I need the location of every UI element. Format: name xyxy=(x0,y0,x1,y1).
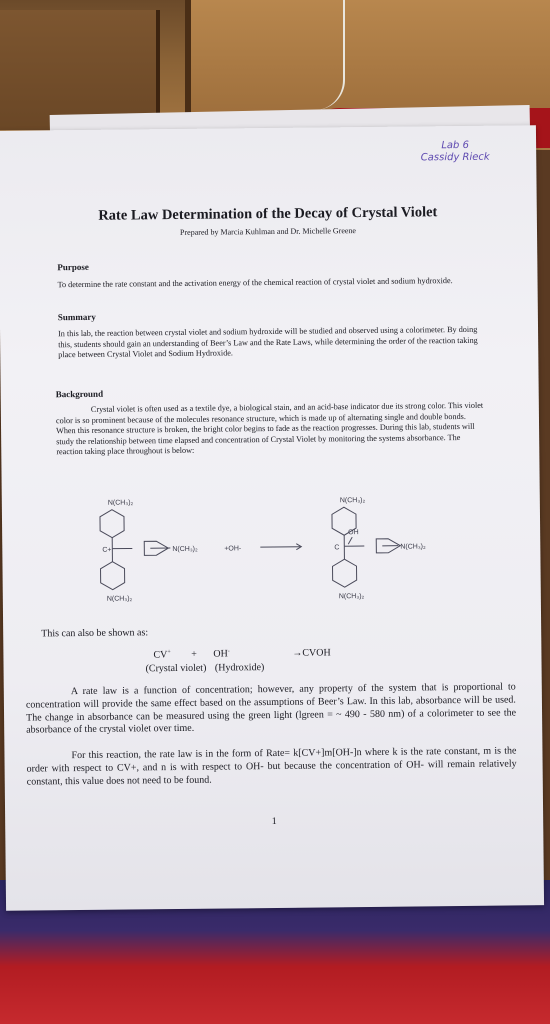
handwritten-lab: Lab 6 xyxy=(441,139,469,152)
label-bottom-right: N(CH₃)₂ xyxy=(338,593,365,601)
summary-heading: Summary xyxy=(57,311,96,323)
eq-label-cv: (Crystal violet) xyxy=(145,662,207,675)
label-top-right: N(CH₃)₂ xyxy=(339,497,366,505)
eq-cv: CV xyxy=(153,649,168,661)
background-heading: Background xyxy=(55,388,104,400)
handwritten-name: Cassidy Rieck xyxy=(420,151,490,164)
label-reagent: +OH- xyxy=(224,545,242,553)
handwritten-note xyxy=(400,139,510,164)
eq-plus: + xyxy=(191,649,197,661)
document-subtitle: Prepared by Marcia Kuhlman and Dr. Michelle Greene xyxy=(179,226,357,237)
reaction-scheme xyxy=(72,488,503,607)
paragraph-rate-form: For this reaction, the rate law is in the form of Rate= k[CV+]m[OH-]n where k is the rate constant, m is the order with respect to CV+, and n is with respect to OH- but because the concentration of OH- will remain relatively constant, this value does not need to be found. xyxy=(26,745,517,788)
purpose-heading: Purpose xyxy=(57,261,89,273)
document-page xyxy=(0,125,544,911)
equation-line: CV+ + OH- →CVOH xyxy=(153,647,331,661)
label-center-c: C+ xyxy=(102,546,112,554)
white-cord xyxy=(305,0,345,110)
equation-labels xyxy=(146,662,265,674)
label-bottom-left: N(CH₃)₂ xyxy=(106,595,133,603)
label-mid-right: N(CH₃)₂ xyxy=(400,543,426,551)
purpose-text: To determine the rate constant and the activation energy of the chemical reaction of crystal violet and sodium hydroxide. xyxy=(57,276,453,290)
summary-text: In this lab, the reaction between crystal violet and sodium hydroxide will be studied and observed using a colorimeter. By doing this, students should gain an understanding of Beer’s Law and the Rate Laws, while determining the order of the reaction taking place between Crystal Violet and Sodium Hydroxide. xyxy=(58,324,478,360)
left-top-ring xyxy=(100,510,124,538)
label-right-c: C xyxy=(334,544,340,552)
eq-arrow-product: →CVOH xyxy=(292,647,331,660)
label-mid-left: N(CH₃)₂ xyxy=(172,545,198,554)
eq-oh: OH xyxy=(213,648,228,660)
drawer-left xyxy=(0,10,160,130)
label-oh: OH xyxy=(348,529,359,537)
left-bottom-ring xyxy=(100,562,124,590)
background-text: Crystal violet is often used as a textile dye, a biological stain, and an acid-base indicator due its strong color. This violet color is so prominent because of the molecules resonance structure, which is made up of alternating single and double bonds. When this resonance structure is broken, the bright color begins to fade as the reaction progresses. During this lab, students will study the relationship between time elapsed and concentration of Crystal Violet by monitoring the systems absorbance. The reaction taking place throughout is below: xyxy=(55,400,484,457)
eq-label-oh: (Hydroxide) xyxy=(214,662,265,674)
shown-as-text: This can also be shown as: xyxy=(41,627,149,640)
document-title: Rate Law Determination of the Decay of Crystal Violet xyxy=(98,204,438,224)
paragraph-rate-law: A rate law is a function of concentration; however, any property of the system that is proportional to concentration will provide the same effect based on the assumptions of Beer’s Law. In this lab, absorbance will be used. The change in absorbance can be measured using the green light (lgreen = ~ 490 - 580 nm) of a colorimeter to see the absorbance of the crystal violet over time. xyxy=(25,681,517,736)
right-bottom-ring xyxy=(332,559,356,587)
page-number: 1 xyxy=(271,815,277,828)
label-top-left: N(CH₃)₂ xyxy=(107,499,134,507)
